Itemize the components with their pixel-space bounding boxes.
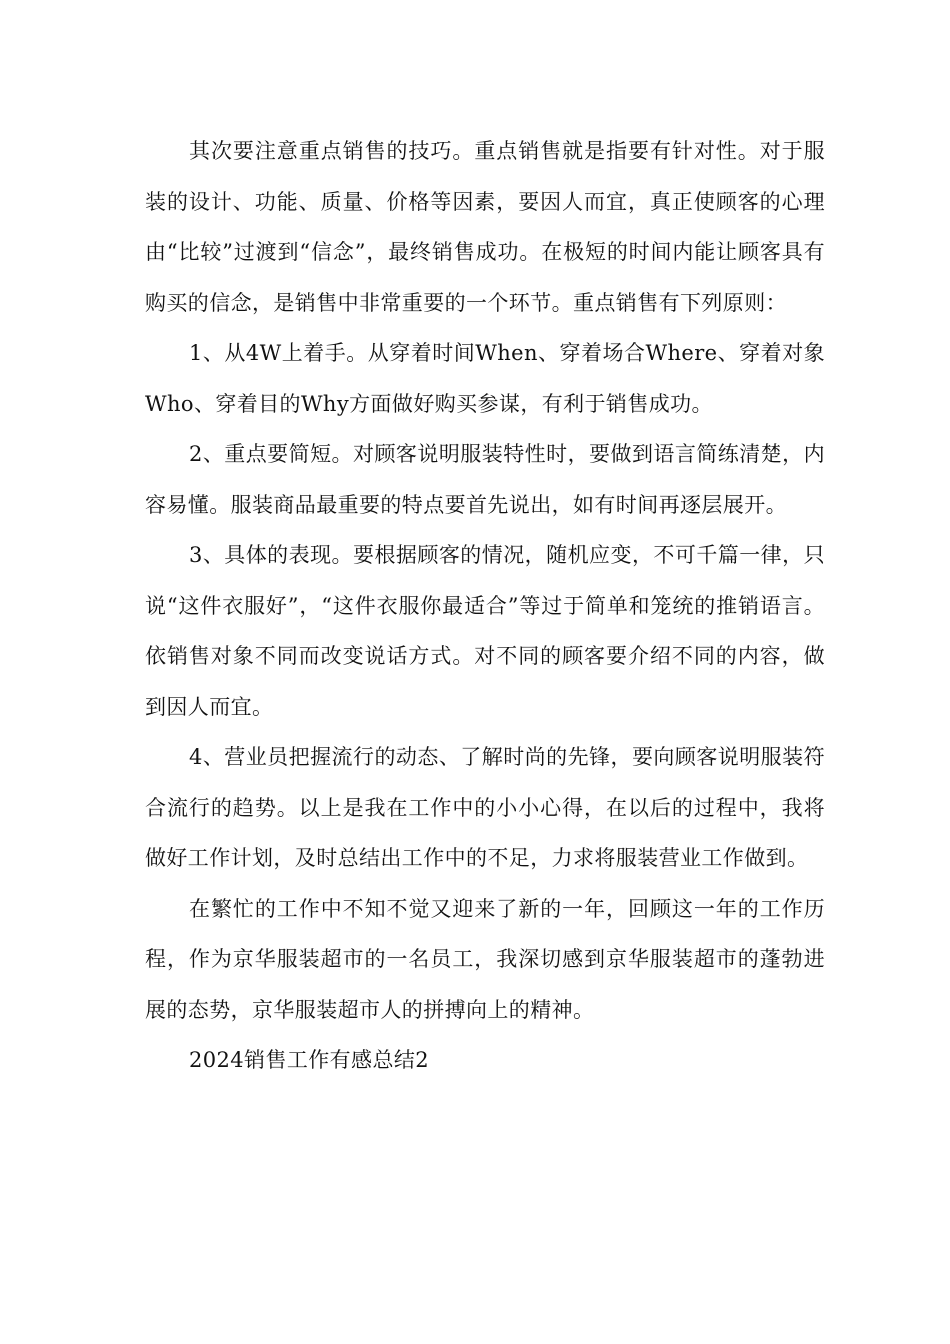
section-title: 2024销售工作有感总结2 <box>189 1048 430 1072</box>
paragraph-principle-4: 4、营业员把握流行的动态、了解时尚的先锋，要向顾客说明服装符合流行的趋势。以上是我在工作中的小小心得，在以后的过程中，我将做好工作计划，及时总结出工作中的不足，力求将服装营业工作做到。 <box>145 745 825 870</box>
paragraph-sales-techniques: 其次要注意重点销售的技巧。重点销售就是指要有针对性。对于服装的设计、功能、质量、价格等因素，要因人而宜，真正使顾客的心理由“比较”过渡到“信念”，最终销售成功。在极短的时间内能让顾客具有购买的信念，是销售中非常重要的一个环节。重点销售有下列原则： <box>145 139 825 315</box>
paragraph-year-review: 在繁忙的工作中不知不觉又迎来了新的一年，回顾这一年的工作历程，作为京华服装超市的一名员工，我深切感到京华服装超市的蓬勃进展的态势，京华服装超市人的拼搏向上的精神。 <box>145 896 825 1022</box>
paragraph-principle-1: 1、从4W上着手。从穿着时间When、穿着场合Where、穿着对象Who、穿着目的Why方面做好购买参谋，有利于销售成功。 <box>145 341 825 416</box>
paragraph-principle-2: 2、重点要简短。对顾客说明服装特性时，要做到语言简练清楚，内容易懂。服装商品最重要的特点要首先说出，如有时间再逐层展开。 <box>145 442 825 517</box>
document-body <box>145 126 825 1086</box>
paragraph-principle-3: 3、具体的表现。要根据顾客的情况，随机应变，不可千篇一律，只说“这件衣服好”，“这件衣服你最适合”等过于简单和笼统的推销语言。依销售对象不同而改变说话方式。对不同的顾客要介绍不同的内容，做到因人而宜。 <box>145 543 825 719</box>
